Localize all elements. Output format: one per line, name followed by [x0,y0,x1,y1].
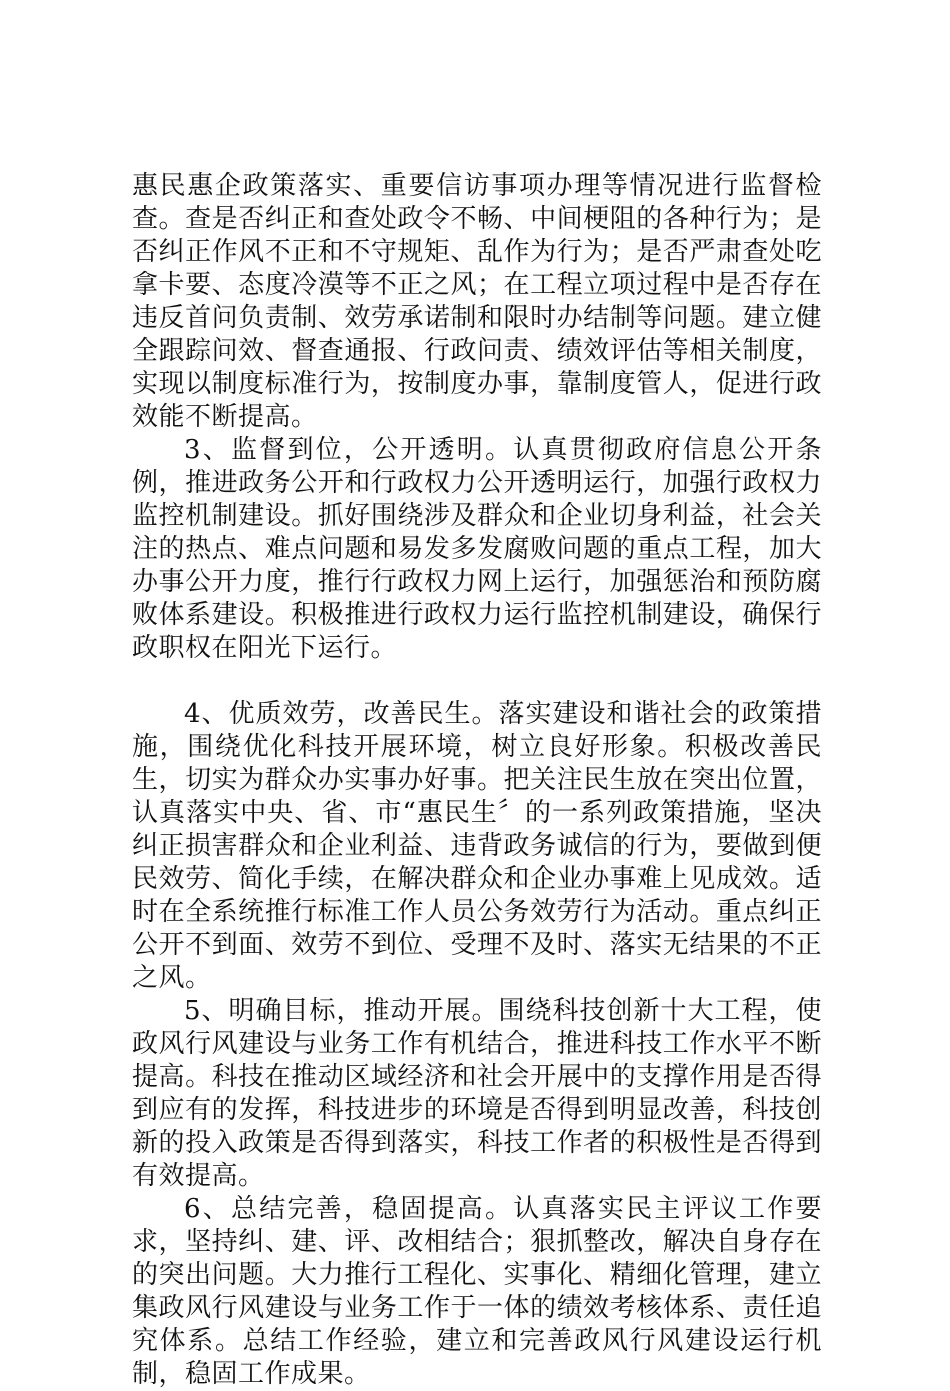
paragraph-continued: 惠民惠企政策落实、重要信访事项办理等情况进行监督检查。查是否纠正和查处政令不畅、中间梗阻的各种行为；是否纠正作风不正和不守规矩、乱作为行为；是否严肃查处吃拿卡要、态度冷漠等不正之风；在工程立项过程中是否存在违反首问负责制、效劳承诺制和限时办结制等问题。建立健全跟踪问效、督查通报、行政问责、绩效评估等相关制度，实现以制度标准行为，按制度办事，靠制度管人，促进行政效能不断提高。 [132,171,822,432]
paragraph-item-3: 3、监督到位，公开透明。认真贯彻政府信息公开条例，推进政务公开和行政权力公开透明运行，加强行政权力监控机制建设。抓好围绕涉及群众和企业切身利益，社会关注的热点、难点问题和易发多发腐败问题的重点工程，加大办事公开力度，推行行政权力网上运行，加强惩治和预防腐败体系建设。积极推进行政权力运行监控机制建设，确保行政职权在阳光下运行。 [132,435,822,663]
paragraph-item-4: 4、优质效劳，改善民生。落实建设和谐社会的政策措施，围绕优化科技开展环境，树立良好形象。积极改善民生，切实为群众办实事办好事。把关注民生放在突出位置，认真落实中央、省、市“惠民生〞的一系列政策措施，坚决纠正损害群众和企业利益、违背政务诚信的行为，要做到便民效劳、简化手续，在解决群众和企业办事难上见成效。适时在全系统推行标准工作人员公务效劳行为活动。重点纠正公开不到面、效劳不到位、受理不及时、落实无结果的不正之风。 [132,699,822,993]
document-body [132,170,822,1391]
paragraph-item-6: 6、总结完善，稳固提高。认真落实民主评议工作要求，坚持纠、建、评、改相结合；狠抓整改，解决自身存在的突出问题。大力推行工程化、实事化、精细化管理，建立集政风行风建设与业务工作于一体的绩效考核体系、责任追究体系。总结工作经验，建立和完善政风行风建设运行机制，稳固工作成果。 [132,1194,822,1389]
blank-line [132,665,822,698]
paragraph-item-5: 5、明确目标，推动开展。围绕科技创新十大工程，使政风行风建设与业务工作有机结合，推进科技工作水平不断提高。科技在推动区域经济和社会开展中的支撑作用是否得到应有的发挥，科技进步的环境是否得到明显改善，科技创新的投入政策是否得到落实，科技工作者的积极性是否得到有效提高。 [132,996,822,1191]
